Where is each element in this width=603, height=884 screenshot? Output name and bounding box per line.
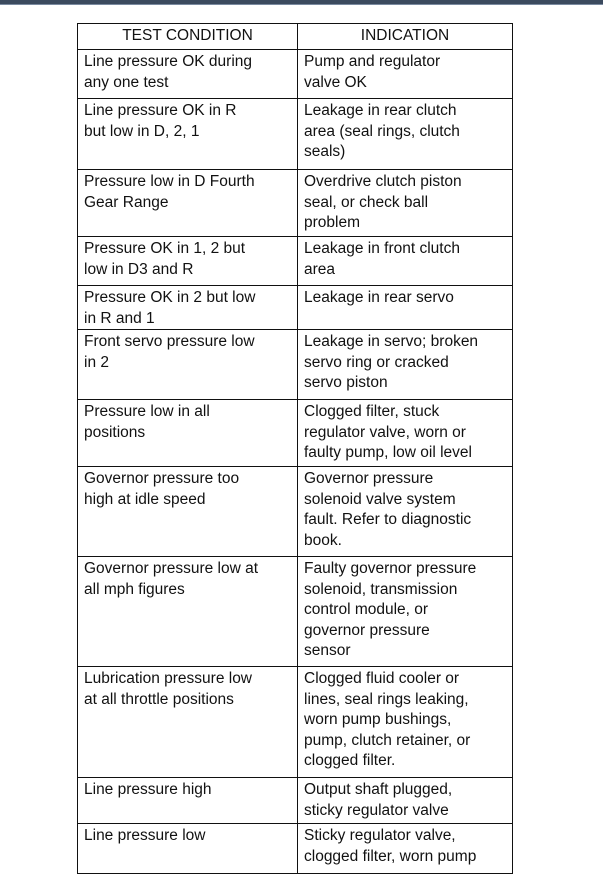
- indication-cell: Leakage in rear servo: [298, 286, 513, 330]
- indication-cell: Output shaft plugged, sticky regulator valve: [298, 778, 513, 824]
- table-row: [78, 330, 513, 400]
- window-top-bar: [0, 0, 603, 5]
- test-condition-cell: Pressure OK in 2 but low in R and 1: [78, 286, 298, 330]
- indication-cell: Leakage in front clutch area: [298, 237, 513, 286]
- test-condition-cell: Front servo pressure low in 2: [78, 330, 298, 400]
- test-condition-cell: Line pressure OK in R but low in D, 2, 1: [78, 99, 298, 170]
- test-condition-cell: Governor pressure low at all mph figures: [78, 557, 298, 667]
- table-row: [78, 50, 513, 99]
- table-row: [78, 667, 513, 778]
- indication-cell: Sticky regulator valve, clogged filter, worn pump: [298, 824, 513, 874]
- indication-cell: Leakage in servo; broken servo ring or cracked servo piston: [298, 330, 513, 400]
- test-condition-cell: Pressure OK in 1, 2 but low in D3 and R: [78, 237, 298, 286]
- indication-cell: Faulty governor pressure solenoid, transmission control module, or governor pressure sensor: [298, 557, 513, 667]
- test-condition-cell: Pressure low in all positions: [78, 400, 298, 467]
- indication-cell: Clogged fluid cooler or lines, seal rings leaking, worn pump bushings, pump, clutch retainer, or clogged filter.: [298, 667, 513, 778]
- test-condition-cell: Line pressure high: [78, 778, 298, 824]
- indication-cell: Pump and regulator valve OK: [298, 50, 513, 99]
- indication-cell: Governor pressure solenoid valve system fault. Refer to diagnostic book.: [298, 467, 513, 557]
- header-test-condition: TEST CONDITION: [78, 24, 298, 50]
- table-row: [78, 400, 513, 467]
- table-row: [78, 286, 513, 330]
- table-header-row: [78, 24, 513, 50]
- header-indication: INDICATION: [298, 24, 513, 50]
- test-condition-cell: Pressure low in D Fourth Gear Range: [78, 170, 298, 237]
- table-row: [78, 824, 513, 874]
- table-row: [78, 557, 513, 667]
- indication-cell: Leakage in rear clutch area (seal rings, clutch seals): [298, 99, 513, 170]
- table-row: [78, 99, 513, 170]
- test-condition-cell: Line pressure low: [78, 824, 298, 874]
- table-row: [78, 778, 513, 824]
- indication-cell: Overdrive clutch piston seal, or check ball problem: [298, 170, 513, 237]
- test-condition-cell: Line pressure OK during any one test: [78, 50, 298, 99]
- indication-cell: Clogged filter, stuck regulator valve, worn or faulty pump, low oil level: [298, 400, 513, 467]
- diagnosis-table: [77, 23, 513, 874]
- table-row: [78, 467, 513, 557]
- test-condition-cell: Governor pressure too high at idle speed: [78, 467, 298, 557]
- table-row: [78, 237, 513, 286]
- table-row: [78, 170, 513, 237]
- test-condition-cell: Lubrication pressure low at all throttle positions: [78, 667, 298, 778]
